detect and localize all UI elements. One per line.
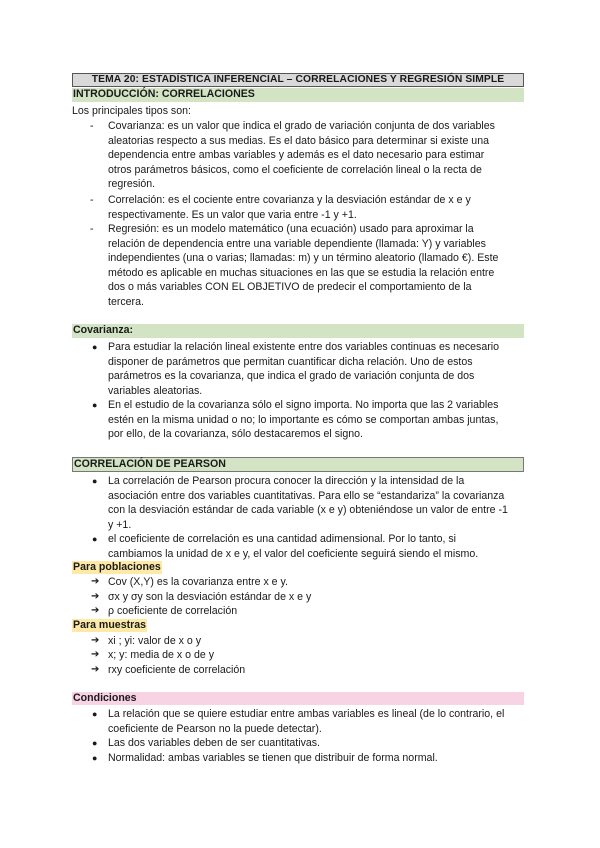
document-title: TEMA 20: ESTADÍSTICA INFERENCIAL – CORRELACIONES Y REGRESIÓN SIMPLE — [72, 73, 524, 87]
text-line: con la desviación estándar de cada variable (x e y) obteniéndose un valor de entre -1 — [108, 504, 508, 517]
covarianza-item — [108, 340, 526, 398]
text-line: Para estudiar la relación lineal existente entre dos variables continuas es necesario — [108, 341, 500, 353]
bullet-marker: ● — [92, 342, 98, 352]
text-line: estén en la misma unidad o no; lo importante es cómo se comportan ambas juntas, — [108, 413, 499, 426]
arrow-icon: ➔ — [91, 605, 100, 616]
arrow-icon: ➔ — [91, 635, 100, 646]
muestras-item: xi ; yi: valor de x o y — [108, 635, 202, 647]
text-line: respectivamente. Es un valor que varia entre -1 y +1. — [108, 208, 357, 221]
arrow-icon: ➔ — [91, 649, 100, 660]
text-line: parámetros es la covarianza, que indica el grado de variación conjunta de dos — [108, 370, 475, 383]
poblaciones-item: Cov (X,Y) es la covarianza entre x e y. — [108, 576, 288, 588]
poblaciones-heading: Para poblaciones — [73, 561, 161, 573]
arrow-icon: ➔ — [91, 576, 100, 587]
text-line: método es aplicable en muchas situaciones en las que se estudia la relación entre — [108, 266, 495, 279]
text-line: cambiamos la unidad de x e y, el valor del coeficiente seguirá siendo el mismo. — [108, 547, 479, 560]
text-line: dependencia entre ambas variables y además es el dato necesario para estimar — [108, 149, 485, 162]
covarianza-item — [108, 398, 526, 442]
intro-item-regresion — [108, 222, 526, 310]
bullet-marker: ● — [92, 709, 98, 719]
dash-marker: - — [90, 120, 94, 132]
muestras-heading: Para muestras — [73, 619, 147, 631]
poblaciones-item: ρ coeficiente de correlación — [108, 605, 238, 617]
text-line: Las dos variables deben de ser cuantitativas. — [108, 737, 321, 749]
dash-marker: - — [90, 223, 94, 235]
text-line: La correlación de Pearson procura conocer la dirección y la intensidad de la — [108, 475, 465, 487]
bullet-marker: ● — [92, 753, 98, 763]
text-line: La relación que se quiere estudiar entre ambas variables es lineal (de lo contrario, el — [108, 708, 505, 720]
covarianza-heading: Covarianza: — [72, 324, 524, 338]
text-line: tercera. — [108, 295, 144, 308]
bullet-marker: ● — [92, 400, 98, 410]
pearson-heading: CORRELACIÓN DE PEARSON — [72, 457, 524, 472]
text-line: variables aleatorias. — [108, 384, 203, 397]
text-line: Normalidad: ambas variables se tienen que distribuir de forma normal. — [108, 752, 438, 764]
condiciones-item — [108, 707, 526, 736]
text-line: asociación entre dos variables cuantitativas. Para ello se “estandariza” la covarianza — [108, 489, 505, 502]
text-line: otros parámetros básicos, como el coeficiente de correlación lineal o la recta de — [108, 163, 482, 176]
text-line: independientes (una o varias; llamadas: m) y un término aleatorio (llamado €). Este — [108, 252, 499, 265]
bullet-marker: ● — [92, 476, 98, 486]
intro-item-correlacion — [108, 193, 526, 222]
intro-item-covarianza — [108, 119, 526, 192]
text-line: Regresión: es un modelo matemático (una ecuación) usado para aproximar la — [108, 223, 474, 235]
bullet-marker: ● — [92, 738, 98, 748]
intro-lead: Los principales tipos son: — [72, 105, 191, 117]
muestras-item: x; y: media de x o de y — [108, 649, 214, 661]
condiciones-heading: Condiciones — [72, 692, 524, 705]
text-line: el coeficiente de correlación es una cantidad adimensional. Por lo tanto, si — [108, 533, 457, 545]
bullet-marker: ● — [92, 534, 98, 544]
condiciones-item — [108, 736, 526, 751]
muestras-item: rxy coeficiente de correlación — [108, 664, 246, 676]
poblaciones-item: σx y σy son la desviación estándar de x e y — [108, 591, 312, 603]
arrow-icon: ➔ — [91, 664, 100, 675]
text-line: disponer de parámetros que permitan cuantificar dicha relación. Uno de estos — [108, 355, 473, 368]
text-line: relación de dependencia entre una variable dependiente (llamada: Y) y variables — [108, 237, 486, 250]
text-line: aleatorias respecto a sus medias. Es el dato básico para determinar si existe una — [108, 134, 489, 147]
text-line: regresión. — [108, 178, 156, 191]
intro-heading: INTRODUCCIÓN: CORRELACIONES — [72, 88, 524, 102]
text-line: coeficiente de Pearson no la puede detectar). — [108, 722, 322, 735]
pearson-item — [108, 474, 526, 532]
text-line: dos o más variables CON EL OBJETIVO de predecir el comportamiento de la — [108, 281, 472, 294]
text-line: por ello, de la covarianza, sólo destacaremos el signo. — [108, 428, 363, 441]
text-line: En el estudio de la covarianza sólo el signo importa. No importa que las 2 variables — [108, 399, 499, 411]
pearson-item — [108, 532, 526, 561]
text-line: Covarianza: es un valor que indica el grado de variación conjunta de dos variables — [108, 120, 495, 132]
condiciones-item — [108, 751, 526, 766]
text-line: Correlación: es el cociente entre covarianza y la desviación estándar de x e y — [108, 194, 471, 206]
text-line: y +1. — [108, 518, 132, 531]
dash-marker: - — [90, 194, 94, 206]
arrow-icon: ➔ — [91, 591, 100, 602]
